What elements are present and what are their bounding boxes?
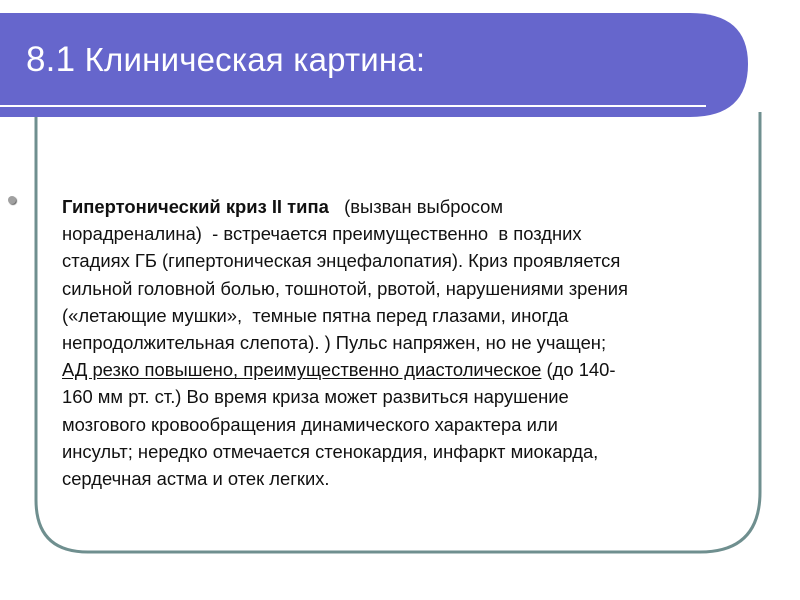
slide-title-number: 8.1 xyxy=(26,40,76,79)
paragraph-line: сильной головной болью, тошнотой, рвотой, нарушениями зрения xyxy=(62,277,628,299)
paragraph-line: 160 мм рт. ст.) Во время криза может развиться нарушение xyxy=(62,386,569,408)
paragraph-text: (вызван выбросом xyxy=(328,196,503,217)
paragraph-line: мозгового кровообращения динамического характера или xyxy=(62,413,558,435)
paragraph-line: непродолжительная слепота). ) Пульс напряжен, но не учащен; xyxy=(62,332,607,354)
paragraph-line xyxy=(62,193,752,220)
paragraph-line: норадреналина) - встречается преимущественно в поздних xyxy=(62,223,582,245)
paragraph-line: стадиях ГБ (гипертоническая энцефалопатия). Криз проявляется xyxy=(62,250,621,272)
paragraph-line: («летающие мушки», темные пятна перед глазами, иногда xyxy=(62,304,569,326)
slide-title-text: Клиническая картина: xyxy=(75,41,426,78)
paragraph-line xyxy=(62,356,752,383)
paragraph-line: инсульт; нередко отмечается стенокардия, инфаркт миокарда, xyxy=(62,440,599,462)
underlined-text: АД резко повышено, преимущественно диастолическое xyxy=(62,359,542,381)
paragraph-text: (до 140- xyxy=(541,359,616,381)
bullet-icon xyxy=(8,196,16,204)
bold-heading: Гипертонический криз II типа xyxy=(62,196,329,217)
body-paragraph xyxy=(62,193,752,492)
paragraph-line: сердечная астма и отек легких. xyxy=(62,468,330,490)
slide-title xyxy=(26,40,425,80)
